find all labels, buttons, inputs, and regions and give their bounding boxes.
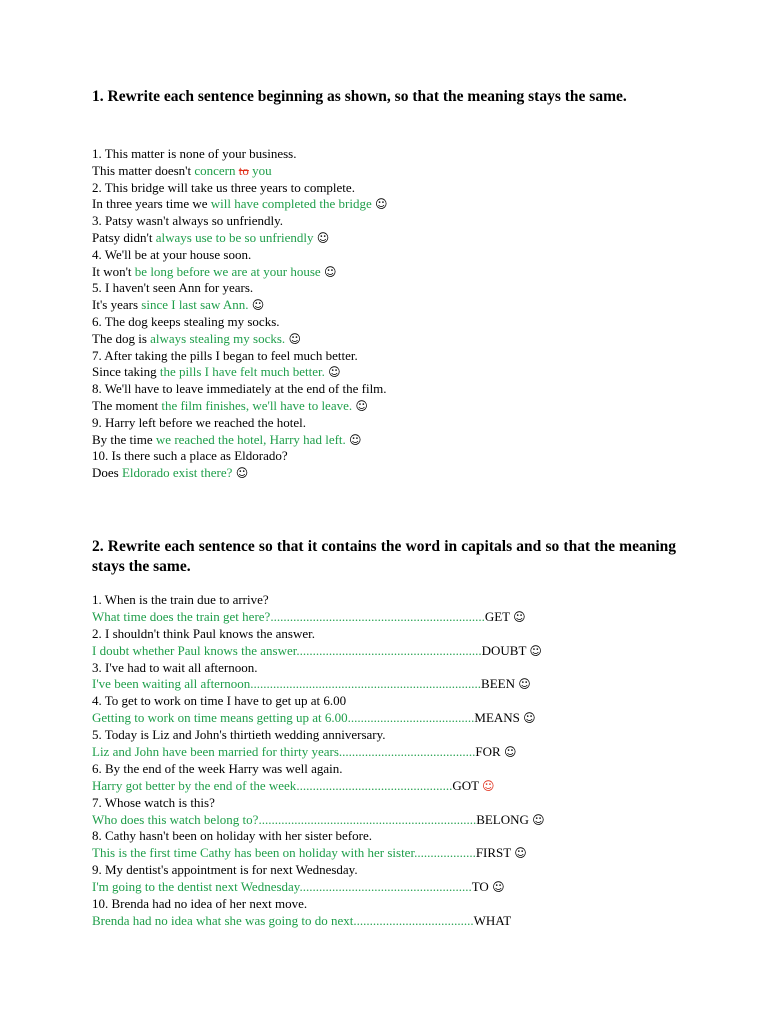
smiley-icon: ☺ <box>482 778 495 793</box>
smiley-icon: ☺ <box>235 466 249 481</box>
question-line: 9. Harry left before we reached the hotel. <box>92 414 307 430</box>
key-word: WHAT <box>473 912 512 928</box>
answer-text: since I last saw Ann. <box>141 297 249 313</box>
question-line: 4. We'll be at your house soon. <box>92 246 252 262</box>
sentence-lead: It won't <box>92 263 135 279</box>
sentence-lead: By the time <box>92 431 156 447</box>
answer-text: This is the first time Cathy has been on holiday with her sister <box>92 845 415 861</box>
answer-line <box>92 812 712 829</box>
question-line: 7. Whose watch is this? <box>92 794 215 810</box>
smiley-icon: ☺ <box>288 331 301 346</box>
answer-text: I'm going to the dentist next Wednesday <box>92 879 300 895</box>
answer-text: Harry got better by the end of the week <box>92 777 297 793</box>
answer-text: the film finishes, we'll have to leave. <box>161 397 353 413</box>
question-line: 3. I've had to wait all afternoon. <box>92 659 258 675</box>
question-line: 3. Patsy wasn't always so unfriendly. <box>92 213 284 229</box>
smiley-icon: ☺ <box>316 230 330 245</box>
exercise-2-heading: 2. Rewrite each sentence so that it contains the word in capitals and so that the meaning stays the same. <box>92 538 676 575</box>
answer-text: I've been waiting all afternoon <box>92 676 251 692</box>
sentence-lead: The dog is <box>92 330 151 346</box>
question-line: 2. I shouldn't think Paul knows the answer. <box>92 625 315 641</box>
answer-line <box>92 230 712 247</box>
answer-line <box>92 913 712 930</box>
smiley-icon: ☺ <box>492 880 505 895</box>
answer-line <box>92 264 712 281</box>
exercise-2-list <box>92 592 712 930</box>
crossed-out-word: to <box>238 162 249 178</box>
answer-line <box>92 331 712 348</box>
key-word: GOT <box>452 777 479 793</box>
question-line: 10. Brenda had no idea of her next move. <box>92 896 308 912</box>
answer-line <box>92 744 712 761</box>
answer-text: Getting to work on time means getting up at 6.00 <box>92 710 348 726</box>
exercise-1-list <box>92 146 712 482</box>
answer-text: Brenda had no idea what she was going to do next <box>92 912 354 928</box>
answer-line <box>92 643 712 660</box>
question-line: 2. This bridge will take us three years to complete. <box>92 179 355 195</box>
answer-text: I doubt whether Paul knows the answer <box>92 642 297 658</box>
smiley-icon: ☺ <box>523 711 536 726</box>
key-word: GET <box>484 608 510 624</box>
sentence-lead: It's years <box>92 297 142 313</box>
sentence-lead: The moment <box>92 397 162 413</box>
smiley-icon: ☺ <box>514 846 527 861</box>
question-line: 10. Is there such a place as Eldorado? <box>92 448 288 464</box>
answer-line <box>92 465 712 482</box>
sentence-lead: This matter doesn't <box>92 162 195 178</box>
smiley-icon: ☺ <box>529 643 542 658</box>
answer-text: always stealing my socks. <box>150 330 286 346</box>
sentence-lead: In three years time we <box>92 196 211 212</box>
answer-line <box>92 676 712 693</box>
key-word: MEANS <box>474 710 520 726</box>
answer-line <box>92 609 712 626</box>
smiley-icon: ☺ <box>532 812 545 827</box>
question-line: 8. Cathy hasn't been on holiday with her sister before. <box>92 828 372 844</box>
smiley-icon: ☺ <box>503 745 517 760</box>
key-word: FIRST <box>475 845 511 861</box>
answer-line <box>92 196 712 213</box>
answer-line <box>92 364 712 381</box>
answer-text: we reached the hotel, Harry had left. <box>155 431 346 447</box>
question-line: 1. When is the train due to arrive? <box>92 592 269 607</box>
answer-line <box>92 778 712 795</box>
smiley-icon: ☺ <box>518 677 531 692</box>
smiley-icon: ☺ <box>513 609 526 624</box>
dotted-leader: .................................................................. <box>270 608 485 624</box>
answer-text: always use to be so unfriendly <box>155 229 314 245</box>
answer-text: be long before we are at your house <box>134 263 321 279</box>
sentence-lead: Patsy didn't <box>92 229 156 245</box>
answer-line <box>92 297 712 314</box>
sentence-lead: Does <box>92 465 122 481</box>
question-line: 8. We'll have to leave immediately at the end of the film. <box>92 381 387 397</box>
answer-line <box>92 163 712 180</box>
answer-text: will have completed the bridge <box>210 196 372 212</box>
exercise-1-heading: 1. Rewrite each sentence beginning as shown, so that the meaning stays the same. <box>92 88 627 105</box>
key-word: BELONG <box>476 811 529 827</box>
smiley-icon: ☺ <box>355 398 368 413</box>
key-word: TO <box>471 879 489 895</box>
answer-text: Liz and John have been married for thirty years <box>92 744 339 760</box>
question-line: 9. My dentist's appointment is for next Wednesday. <box>92 862 358 878</box>
question-line: 4. To get to work on time I have to get up at 6.00 <box>92 693 347 709</box>
dotted-leader: ................................................ <box>296 777 453 793</box>
dotted-leader: .......................................... <box>338 744 476 760</box>
dotted-leader: ......................................................... <box>296 642 482 658</box>
answer-line <box>92 845 712 862</box>
question-line: 1. This matter is none of your business. <box>92 146 297 161</box>
dotted-leader: ..................................... <box>353 912 474 928</box>
smiley-icon: ☺ <box>349 432 362 447</box>
smiley-icon: ☺ <box>328 365 341 380</box>
question-line: 6. By the end of the week Harry was well again. <box>92 760 343 776</box>
answer-line <box>92 710 712 727</box>
question-line: 5. I haven't seen Ann for years. <box>92 280 254 296</box>
answer-text: Eldorado exist there? <box>121 465 233 481</box>
key-word: DOUBT <box>481 642 527 658</box>
dotted-leader: ................................................................... <box>258 811 477 827</box>
answer-text: you <box>248 162 272 178</box>
question-line: 6. The dog keeps stealing my socks. <box>92 313 280 329</box>
key-word: FOR <box>475 744 501 760</box>
question-line: 7. After taking the pills I began to feel much better. <box>92 347 358 363</box>
sentence-lead: Since taking <box>92 364 160 380</box>
smiley-icon: ☺ <box>375 197 388 212</box>
dotted-leader: ................... <box>414 845 476 861</box>
dotted-leader: ....................................................................... <box>250 676 482 692</box>
smiley-icon: ☺ <box>323 264 337 279</box>
dotted-leader: ....................................... <box>347 710 475 726</box>
answer-text: Who does this watch belong to? <box>92 811 259 827</box>
answer-text: the pills I have felt much better. <box>159 364 325 380</box>
key-word: BEEN <box>481 676 515 692</box>
answer-text: concern <box>194 162 239 178</box>
dotted-leader: ..................................................... <box>299 879 472 895</box>
answer-line <box>92 432 712 449</box>
answer-line <box>92 879 712 896</box>
answer-text: What time does the train get here? <box>92 608 271 624</box>
answer-line <box>92 398 712 415</box>
question-line: 5. Today is Liz and John's thirtieth wedding anniversary. <box>92 727 386 743</box>
smiley-icon: ☺ <box>251 298 265 313</box>
